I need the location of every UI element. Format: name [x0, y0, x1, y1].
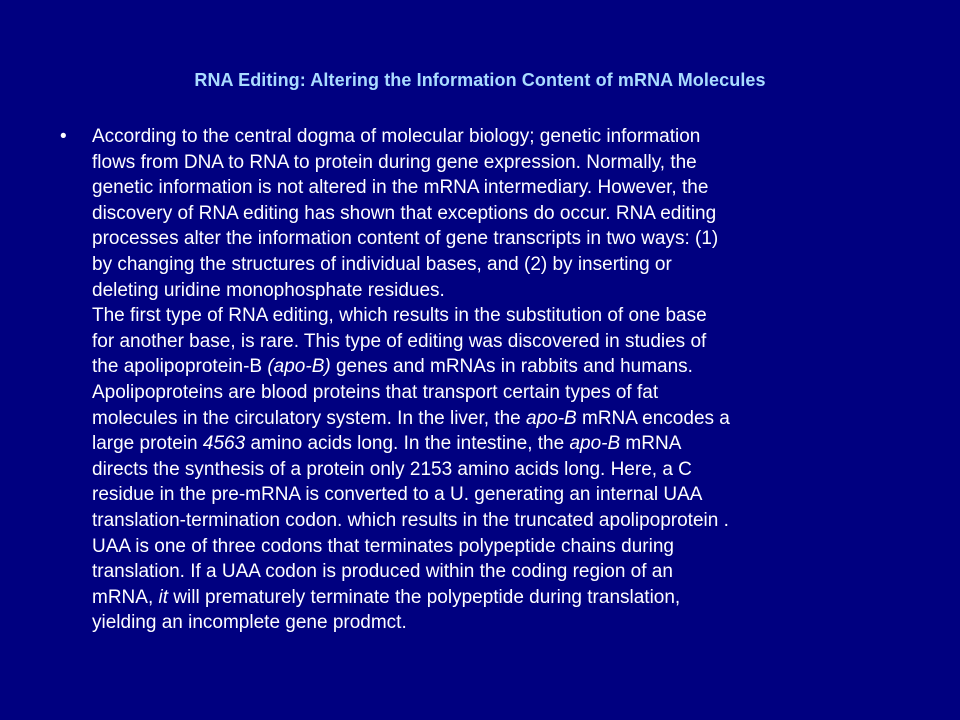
text-segment: Apolipoproteins are blood proteins that transport certain types of fat [92, 381, 659, 403]
text-line [92, 585, 920, 611]
text-segment: yielding an incomplete gene prodmct. [92, 612, 407, 634]
text-segment: genes and mRNAs in rabbits and humans. [330, 356, 693, 378]
text-segment: for another base, is rare. This type of editing was discovered in studies of [92, 330, 707, 352]
text-segment: by changing the structures of individual bases, and (2) by inserting or [92, 253, 672, 275]
text-segment: flows from DNA to RNA to protein during gene expression. Normally, the [92, 151, 697, 173]
text-segment: According to the central dogma of molecular biology; genetic information [92, 126, 701, 147]
text-segment: translation. If a UAA codon is produced within the coding region of an [92, 561, 673, 583]
text-segment: deleting uridine monophosphate residues. [92, 279, 445, 301]
text-segment: genetic information is not altered in the mRNA intermediary. However, the [92, 177, 709, 199]
text-segment: directs the synthesis of a protein only 2153 amino acids long. Here, a C [92, 458, 692, 480]
text-line [92, 175, 920, 201]
bullet-marker: • [60, 126, 67, 147]
text-line [92, 150, 920, 176]
text-line [92, 329, 920, 355]
text-line [92, 278, 920, 304]
text-line [92, 457, 920, 483]
text-segment: UAA is one of three codons that terminates polypeptide chains during [92, 535, 674, 557]
italic-term: (apo-B) [267, 356, 331, 378]
text-line [92, 406, 920, 432]
text-segment: mRNA encodes a [576, 407, 730, 429]
text-segment: mRNA, [92, 586, 159, 608]
text-line [92, 226, 920, 252]
text-line [92, 482, 920, 508]
text-segment: amino acids long. In the intestine, the [245, 433, 570, 455]
text-line [92, 610, 920, 636]
text-line [92, 124, 920, 150]
slide-title: RNA Editing: Altering the Information Content of mRNA Molecules [194, 70, 766, 90]
text-segment: residue in the pre-mRNA is converted to a U. generating an internal UAA [92, 484, 703, 506]
text-segment: large protein [92, 433, 203, 455]
text-segment: mRNA [620, 433, 682, 455]
text-line [92, 201, 920, 227]
text-segment: the apolipoprotein-B [92, 356, 268, 378]
text-segment: will prematurely terminate the polypeptide during translation, [168, 586, 681, 608]
italic-term: apo-B [526, 407, 577, 429]
text-line [92, 380, 920, 406]
text-line [92, 354, 920, 380]
text-segment: processes alter the information content of gene transcripts in two ways: (1) [92, 228, 719, 250]
text-line [92, 252, 920, 278]
text-line [92, 534, 920, 560]
text-line [92, 508, 920, 534]
italic-term: 4563 [202, 433, 246, 455]
text-line [92, 559, 920, 585]
text-segment: discovery of RNA editing has shown that exceptions do occur. RNA editing [92, 202, 717, 224]
text-segment: translation-termination codon. which results in the truncated apolipoprotein . [92, 509, 729, 531]
bullet-text [92, 124, 920, 636]
text-segment: molecules in the circulatory system. In the liver, the [92, 407, 527, 429]
italic-term: it [158, 586, 168, 608]
italic-term: apo-B [569, 433, 621, 455]
text-segment: The first type of RNA editing, which results in the substitution of one base [92, 305, 707, 327]
text-line [92, 431, 920, 457]
text-line [92, 303, 920, 329]
